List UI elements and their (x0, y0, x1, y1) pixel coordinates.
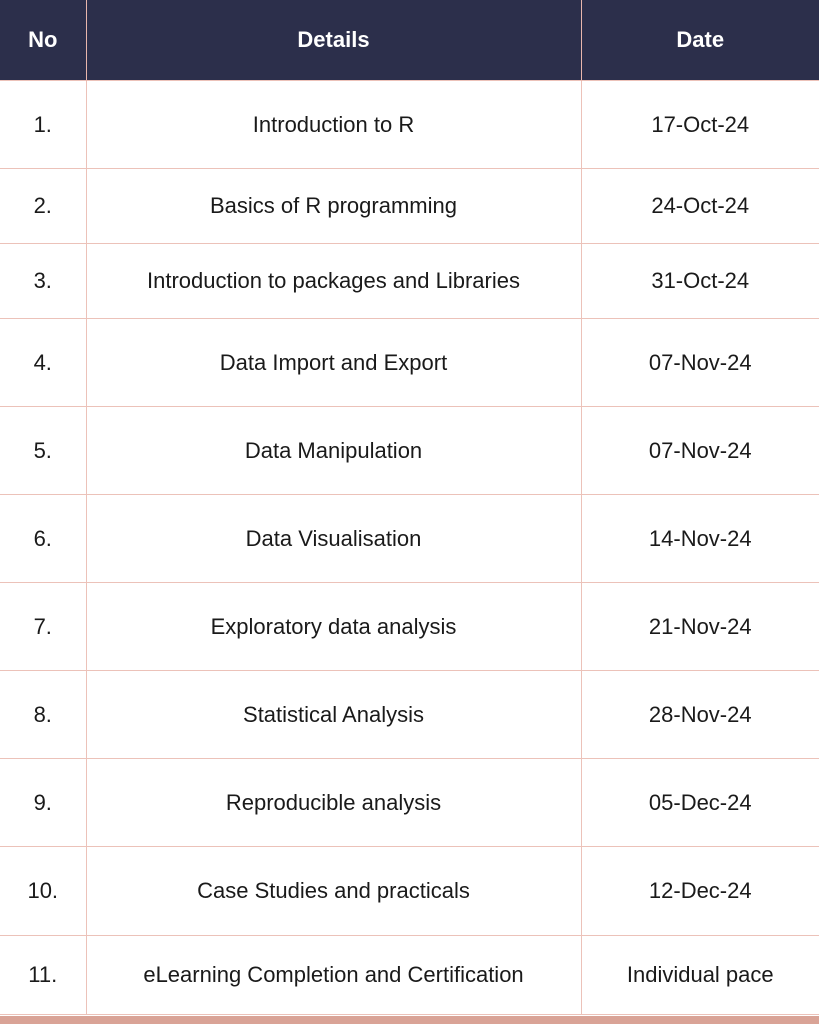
row-details: Reproducible analysis (86, 759, 581, 847)
row-details: eLearning Completion and Certification (86, 936, 581, 1015)
table-body (0, 81, 819, 1015)
row-date: 12-Dec-24 (581, 847, 819, 936)
row-details: Introduction to packages and Libraries (86, 244, 581, 319)
header-row (0, 0, 819, 81)
row-number: 1. (0, 81, 86, 169)
row-number: 4. (0, 319, 86, 407)
row-number: 7. (0, 583, 86, 671)
table-row (0, 169, 819, 244)
header-date: Date (581, 0, 819, 81)
row-number: 9. (0, 759, 86, 847)
row-date: 24-Oct-24 (581, 169, 819, 244)
table-row (0, 936, 819, 1015)
row-number: 8. (0, 671, 86, 759)
row-date: 17-Oct-24 (581, 81, 819, 169)
row-date: 07-Nov-24 (581, 407, 819, 495)
row-date: 07-Nov-24 (581, 319, 819, 407)
table-header (0, 0, 819, 81)
table-row (0, 81, 819, 169)
row-number: 11. (0, 936, 86, 1015)
row-details: Statistical Analysis (86, 671, 581, 759)
row-details: Exploratory data analysis (86, 583, 581, 671)
table-row (0, 319, 819, 407)
table-row (0, 495, 819, 583)
row-date: Individual pace (581, 936, 819, 1015)
table-row (0, 583, 819, 671)
table-row (0, 244, 819, 319)
row-date: 31-Oct-24 (581, 244, 819, 319)
row-number: 5. (0, 407, 86, 495)
row-date: 21-Nov-24 (581, 583, 819, 671)
row-date: 14-Nov-24 (581, 495, 819, 583)
table-row (0, 407, 819, 495)
row-date: 28-Nov-24 (581, 671, 819, 759)
header-no: No (0, 0, 86, 81)
bottom-accent-bar (0, 1016, 819, 1024)
row-number: 3. (0, 244, 86, 319)
table-row (0, 759, 819, 847)
row-details: Introduction to R (86, 81, 581, 169)
header-details: Details (86, 0, 581, 81)
row-number: 10. (0, 847, 86, 936)
row-number: 6. (0, 495, 86, 583)
row-details: Data Manipulation (86, 407, 581, 495)
row-details: Data Visualisation (86, 495, 581, 583)
row-date: 05-Dec-24 (581, 759, 819, 847)
row-details: Case Studies and practicals (86, 847, 581, 936)
row-number: 2. (0, 169, 86, 244)
table-row (0, 671, 819, 759)
table-row (0, 847, 819, 936)
row-details: Data Import and Export (86, 319, 581, 407)
row-details: Basics of R programming (86, 169, 581, 244)
